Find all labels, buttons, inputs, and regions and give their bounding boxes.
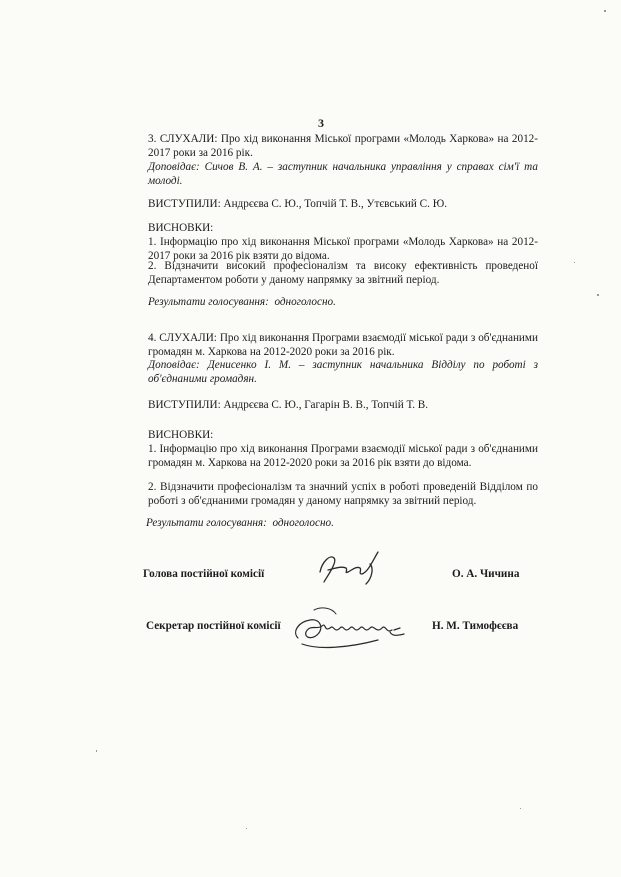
- item4-conclusion-1: 1. Інформацію про хід виконання Програми взаємодії міської ради з об'єднаними громадян м. Харкова на 2012-2020 роки за 2016 рік взяти до відома.: [148, 443, 538, 469]
- item4-conclusion-2: 2. Відзначити професіоналізм та значний успіх в роботі проведеній Відділом по роботі з об'єднаними громадян у даному напрямку за звітний період.: [148, 481, 538, 507]
- secretary-name: Н. М. Тимофєєва: [432, 620, 519, 632]
- item4-speaker-label: Доповідає:: [148, 359, 200, 371]
- item4-vote-value: одноголосно.: [272, 517, 334, 529]
- item4-heard: [148, 331, 538, 359]
- item4-heard-label: 4. СЛУХАЛИ:: [148, 332, 217, 344]
- scan-speck: [96, 750, 97, 752]
- item3-speaker: [148, 160, 538, 188]
- scan-speck: [520, 808, 521, 809]
- scan-speck: [246, 828, 247, 829]
- item3-heard: [148, 132, 538, 160]
- item3-conclusions-title: ВИСНОВКИ:: [148, 222, 214, 234]
- item4-vote-label: Результати голосування:: [146, 517, 267, 529]
- item3-speaker-label: Доповідає:: [148, 161, 200, 173]
- item3-vote-label: Результати голосування:: [148, 296, 269, 308]
- scan-speck: [597, 294, 599, 296]
- secretary-signature-icon: [288, 604, 418, 658]
- item4-vote: [146, 516, 536, 530]
- item4-heard-text: Про хід виконання Програми взаємодії міської ради з об'єднаними громадян м. Харкова на 2012-2020 роки за 2016 рік.: [148, 332, 538, 358]
- scan-speck: [574, 262, 575, 263]
- page-number: 3: [318, 116, 324, 130]
- item4-spoke: ВИСТУПИЛИ: Андрєєва С. Ю., Гагарін В. В., Топчій Т. В.: [148, 399, 429, 411]
- item3-vote-value: одноголосно.: [274, 296, 336, 308]
- item3-heard-text: Про хід виконання Міської програми «Молодь Харкова» на 2012-2017 роки за 2016 рік.: [148, 133, 538, 159]
- item3-conclusion-2: 2. Відзначити високий професіоналізм та високу ефективність проведеної Департаментом роботи у даному напрямку за звітний період.: [148, 260, 538, 286]
- item3-conclusion-1: 1. Інформацію про хід виконання Міської програми «Молодь Харкова» на 2012-2017 роки за 2016 рік взяти до відома.: [148, 236, 538, 262]
- item3-speaker-text: Сичов В. А. – заступник начальника управління у справах сім'ї та молоді.: [148, 161, 538, 187]
- item4-conclusions-title: ВИСНОВКИ:: [148, 429, 214, 441]
- chair-signature-icon: [312, 544, 392, 588]
- chair-label: Голова постійної комісії: [143, 568, 265, 580]
- scan-speck: [604, 10, 606, 12]
- item3-vote: [148, 295, 538, 309]
- item3-spoke: ВИСТУПИЛИ: Андрєєва С. Ю., Топчій Т. В., Утєвський С. Ю.: [148, 198, 447, 210]
- item3-heard-label: 3. СЛУХАЛИ:: [148, 133, 218, 145]
- chair-name: О. А. Чичина: [452, 568, 520, 580]
- item4-speaker-text: Денисенко І. М. – заступник начальника Відділу по роботі з об'єднаними громадян.: [148, 359, 538, 385]
- item4-speaker: [148, 358, 538, 386]
- secretary-label: Секретар постійної комісії: [146, 620, 281, 632]
